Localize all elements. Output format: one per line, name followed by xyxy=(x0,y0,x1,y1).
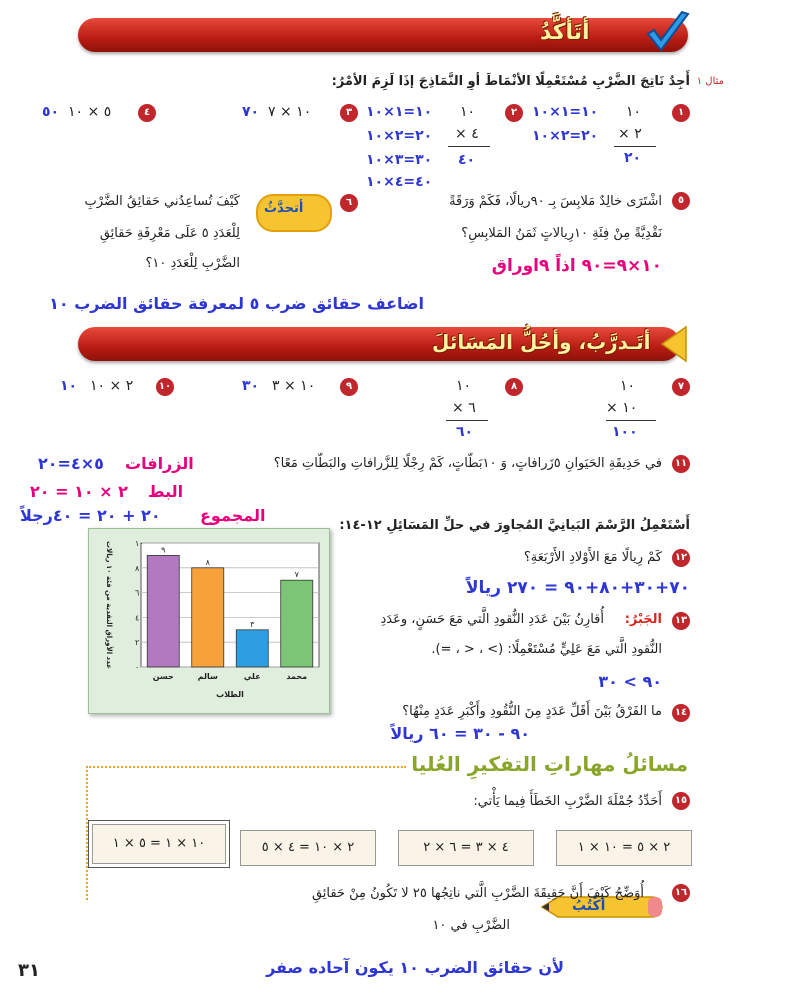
talk-badge-label: أتحدَّثُ xyxy=(264,201,304,216)
talk-answer: اضاعف حقائق ضرب ٥ لمعرفة حقائق الضرب ١٠ xyxy=(49,294,424,313)
p8-rule xyxy=(446,420,488,421)
p13-answer: ٩٠ > ٣٠ xyxy=(598,672,662,691)
problem-number-3: ٣ xyxy=(340,104,358,122)
write-badge-label: أكْتُبُ xyxy=(572,898,606,914)
p2-work-line-4: ٤٠=٤×١٠ xyxy=(366,174,433,190)
arrow-left-icon xyxy=(658,325,688,363)
choice-box-2[interactable]: ٤ × ٣ = ٦ × ٢ xyxy=(398,830,534,866)
section-dotted-border-left xyxy=(86,766,88,900)
p11-giraffe-label: الزرافات xyxy=(125,454,194,473)
bar-chart-panel xyxy=(88,528,330,714)
y-axis-label: عدد الأوراق النقدية من فئة ١٠ ريالات xyxy=(105,541,113,669)
p7-top: ١٠ xyxy=(620,378,636,394)
p13-line-2: النُّقودِ الَّتي مَعَ عَلِيٍّ مُسْتَعْمِلًا: (> ، < ، =). xyxy=(431,642,662,657)
section-title-practice: أتَـدرَّبُ، وأحُلُّ المَسَائلَ xyxy=(432,330,651,354)
p1-work-line-1: ١٠=١×١٠ xyxy=(532,104,599,120)
section-title-thinking: مسائلُ مهاراتِ التفكيرِ العُليا xyxy=(411,752,688,776)
algebra-label: الجَبْرُ: xyxy=(624,612,662,627)
x-tick-label: حسن xyxy=(152,672,174,681)
y-tick-label: ٨ xyxy=(135,563,140,573)
y-tick-label: ٤ xyxy=(135,613,140,623)
bar xyxy=(281,580,313,667)
p11-giraffe-expression: ٥×٤=٢٠ xyxy=(38,454,104,473)
x-tick-label: محمد xyxy=(286,672,308,681)
p11-duck-label: البط xyxy=(148,482,184,501)
p10-expression: ٢ × ١٠ xyxy=(90,378,134,394)
p11-total-expression: ٢٠ + ٢٠ = ٤٠رجلاً xyxy=(20,506,161,525)
p7-rule xyxy=(606,420,656,421)
p2-work-line-1: ١٠=١×١٠ xyxy=(366,104,433,120)
p1-top: ١٠ xyxy=(626,104,642,120)
bar-data-label: ٧ xyxy=(294,570,299,580)
p11-duck-expression: ٢ × ١٠ = ٢٠ xyxy=(30,482,128,501)
choice-box-1[interactable]: ٢ × ٥ = ١٠ × ١ xyxy=(556,830,692,866)
p10-answer: ١٠ xyxy=(60,378,78,394)
y-tick-label: ٠ xyxy=(135,663,140,672)
p2-work-line-2: ٢٠=٢×١٠ xyxy=(366,128,433,144)
p2-top: ١٠ xyxy=(460,104,476,120)
p16-answer: لأن حقائق الضرب ١٠ يكون آحاده صفر xyxy=(266,958,564,977)
p3-answer: ٧٠ xyxy=(242,104,260,120)
example-reference: مثال ١ xyxy=(696,76,724,87)
instruction-text: أَجِدُ نَاتِجَ الضَّرْبِ مُسْتَعْمِلًا الأنْمَاطَ أوِ النَّمَاذِجَ إذَا لَزِمَ الأمْرُ: xyxy=(331,74,690,89)
p1-rule xyxy=(614,146,656,147)
x-axis-label: الطلاب xyxy=(216,690,244,699)
p6-line-3: الضَّرْبِ لِلْعَدَدِ ١٠؟ xyxy=(145,256,240,271)
p12-text: كَمْ رِيالًا مَعَ الأَوْلادِ الأَرْبَعَةِ؟ xyxy=(523,550,662,565)
p16-line-1: أُوَضِّحُ كَيْفَ أَنَّ حَقِيقَةَ الضَّرْبِ الَّتي ناتِجُها ٢٥ لا تَكُونُ مِنْ حَقائِقِ xyxy=(311,886,644,901)
bar xyxy=(192,568,224,667)
p15-text: أَحَدِّدُ جُمْلَةَ الضَّرْبِ الخَطَأَ فِيما يَأْتي: xyxy=(473,794,662,809)
bar xyxy=(236,630,268,667)
bar-chart xyxy=(89,529,329,713)
problem-number-11: ١١ xyxy=(672,455,690,473)
p6-line-1: كَيْفَ تُساعِدُني حَقائِقُ الضَّرْبِ xyxy=(84,194,240,209)
bar-data-label: ٩ xyxy=(161,545,166,555)
problem-number-13: ١٣ xyxy=(672,612,690,630)
problem-number-1: ١ xyxy=(672,104,690,122)
problem-number-4: ٤ xyxy=(138,104,156,122)
bar xyxy=(147,555,179,667)
p8-answer: ٦٠ xyxy=(456,424,474,440)
problem-number-10: ١٠ xyxy=(156,378,174,396)
choice-box-4[interactable]: ١٠ × ١ = ٥ × ١ xyxy=(92,824,226,864)
p5-line-1: اشْتَرَى خالِدٌ مَلابِسَ بِـ ٩٠ريالًا، فَكَمْ وَرَقَةً xyxy=(449,194,662,209)
p2-rule xyxy=(448,146,490,147)
p1-multiplier: ٢ × xyxy=(618,126,642,142)
p9-answer: ٣٠ xyxy=(242,378,260,394)
y-tick-label: ٢ xyxy=(135,638,140,648)
x-tick-label: سالم xyxy=(197,672,218,681)
bar-data-label: ٨ xyxy=(205,557,210,567)
checkmark-icon xyxy=(644,10,692,56)
problem-number-14: ١٤ xyxy=(672,704,690,722)
y-tick-label: ١٠ xyxy=(135,539,144,548)
p8-top: ١٠ xyxy=(456,378,472,394)
p7-multiplier: ١٠ × xyxy=(606,400,638,416)
problem-number-15: ١٥ xyxy=(672,792,690,810)
problem-number-16: ١٦ xyxy=(672,884,690,902)
choice-box-3[interactable]: ٢ × ١٠ = ٤ × ٥ xyxy=(240,830,376,866)
p2-answer: ٤٠ xyxy=(458,152,476,168)
problem-number-12: ١٢ xyxy=(672,549,690,567)
section-dotted-border xyxy=(86,766,406,768)
problem-number-9: ٩ xyxy=(340,378,358,396)
y-tick-label: ٦ xyxy=(135,588,140,598)
p16-line-2: الضَّرْبِ في ١٠ xyxy=(432,918,510,933)
p4-expression: ٥ × ١٠ xyxy=(68,104,112,120)
p2-work-line-3: ٣٠=٣×١٠ xyxy=(366,152,433,168)
p12-answer: ٧٠+٣٠+٨٠+٩٠ = ٢٧٠ ريالاً xyxy=(465,578,690,598)
p7-answer: ١٠٠ xyxy=(612,424,638,440)
p5-answer: ١٠×٩=٩٠ اذاً ٩اوراق xyxy=(491,256,662,276)
problem-number-2: ٢ xyxy=(505,104,523,122)
section-banner-check xyxy=(78,18,688,52)
p4-answer: ٥٠ xyxy=(42,104,60,120)
bar-data-label: ٣ xyxy=(250,619,255,629)
p11-text: في حَدِيقَةِ الحَيَوانِ ٥زَرافاتٍ، وَ ١٠بَطّاتٍ، كَمْ رِجْلًا لِلزَّرافاتِ والبَطّاتِ مَعًا؟ xyxy=(273,456,662,471)
p2-multiplier: ٤ × xyxy=(455,126,479,142)
p13-line-1: أُقارِنُ بَيْنَ عَدَدِ النُّقودِ الَّتي مَعَ حَسَنٍ، وعَدَدِ xyxy=(380,612,604,627)
graph-intro-text: أَسْتَعْمِلُ الرَّسْمَ البَيانِيَّ المُجاوِرَ في حلِّ المَسَائِلِ ١٢-١٤: xyxy=(339,518,690,533)
problem-number-6: ٦ xyxy=(340,194,358,212)
p1-answer: ٢٠ xyxy=(624,150,642,166)
page-number: ٣١ xyxy=(18,960,40,981)
p8-multiplier: ٦ × xyxy=(452,400,476,416)
p1-work-line-2: ٢٠=٢×١٠ xyxy=(532,128,599,144)
p11-total-label: المجموع xyxy=(200,506,266,525)
p14-answer: ٩٠ - ٣٠ = ٦٠ ريالاً xyxy=(390,724,530,743)
problem-number-7: ٧ xyxy=(672,378,690,396)
p3-expression: ١٠ × ٧ xyxy=(268,104,312,120)
problem-number-8: ٨ xyxy=(505,378,523,396)
problem-number-5: ٥ xyxy=(672,192,690,210)
section-title-check: أتَأكَّدُ xyxy=(540,20,590,45)
p6-line-2: لِلْعَدَدِ ٥ عَلَى مَعْرِفَةِ حَقائِقِ xyxy=(99,226,240,241)
p5-line-2: نَقْدِيَّةً مِنْ فِئَةِ ١٠رِيالاتٍ ثَمَنُ المَلابِسِ؟ xyxy=(461,226,662,241)
p9-expression: ١٠ × ٣ xyxy=(272,378,316,394)
x-tick-label: علي xyxy=(243,672,261,681)
p14-text: ما الفَرْقُ بَيْنَ أَقَلِّ عَدَدٍ مِنَ النُّقُودِ وأَكْبَرِ عَدَدٍ مِنْهُا؟ xyxy=(402,704,662,719)
